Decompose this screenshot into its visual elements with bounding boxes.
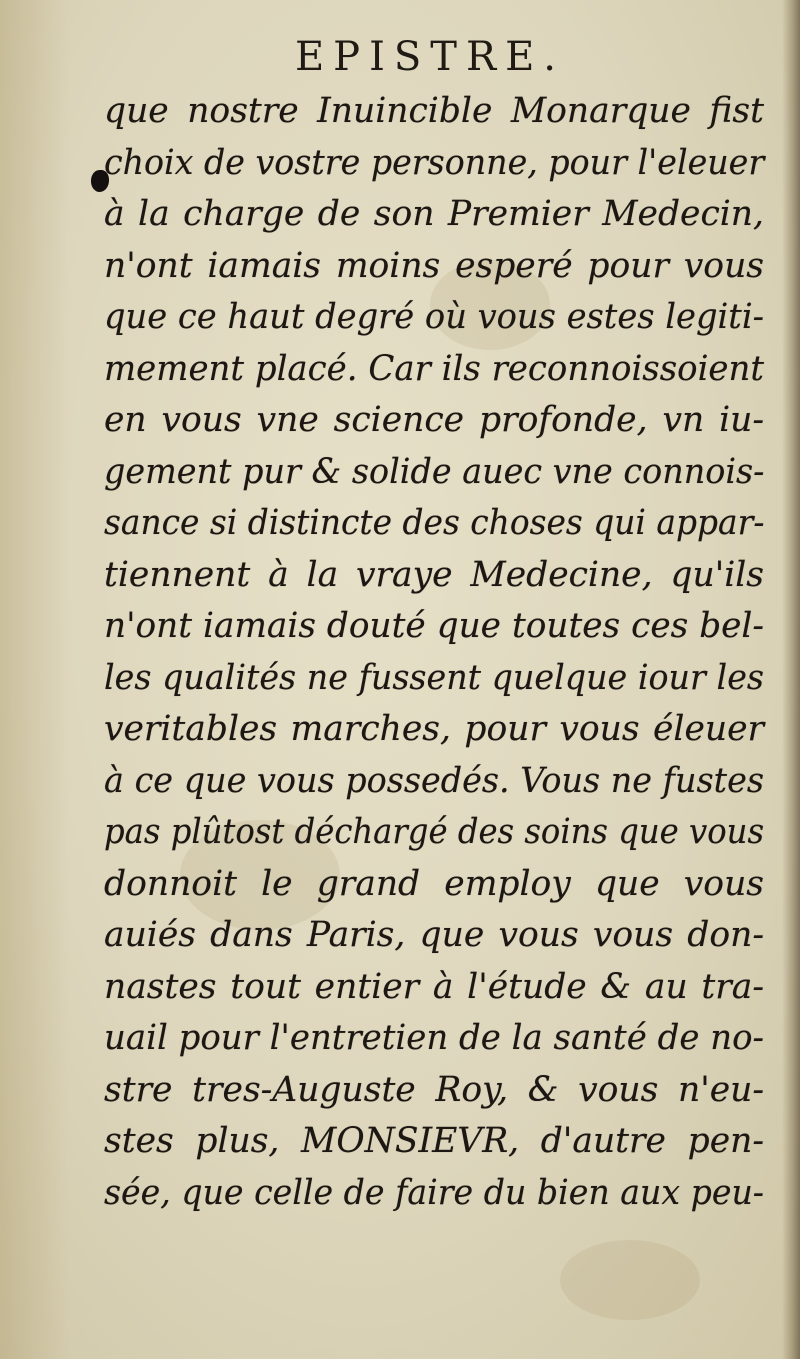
text-line: stes plus, MONSIEVR, d'autre pen- — [104, 1121, 764, 1161]
text-line: à ce que vous possedés. Vous ne fustes — [104, 760, 764, 801]
body-text — [104, 86, 764, 1219]
text-line: les qualités ne fussent quelque iour les — [104, 657, 764, 698]
text-line: n'ont iamais douté que toutes ces bel- — [104, 606, 764, 646]
text-line: choix de vostre personne, pour l'eleuer — [104, 142, 765, 183]
text-line: n'ont iamais moins esperé pour vous — [104, 245, 764, 286]
page-gutter-shadow — [0, 0, 70, 1359]
paper-stain — [560, 1240, 700, 1320]
text-line: que ce haut degré où vous estes legiti- — [104, 297, 765, 337]
page-edge-shadow — [782, 0, 800, 1359]
text-line: gement pur & solide auec vne connois- — [104, 451, 765, 492]
text-line: uail pour l'entretien de la santé de no- — [104, 1018, 764, 1058]
text-line: donnoit le grand employ que vous — [104, 863, 764, 904]
text-line: que nostre Inuincible Monarque fist — [104, 91, 764, 131]
text-line: auiés dans Paris, que vous vous don- — [104, 915, 764, 955]
text-line: à la charge de son Premier Medecin, — [104, 194, 764, 234]
text-line: en vous vne science profonde, vn iu- — [104, 400, 764, 440]
page-running-title: EPISTRE. — [294, 34, 566, 80]
text-line: mement placé. Car ils reconnoissoient — [104, 348, 764, 389]
text-line: veritables marches, pour vous éleuer — [104, 709, 764, 749]
text-line: nastes tout entier à l'étude & au tra- — [104, 966, 764, 1007]
text-line: pas plûtost déchargé des soins que vous — [104, 812, 764, 852]
text-line: stre tres-Auguste Roy, & vous n'eu- — [104, 1069, 764, 1110]
text-line: sance si distincte des choses qui appar- — [104, 503, 765, 543]
text-line: tiennent à la vraye Medecine, qu'ils — [104, 554, 764, 595]
text-line: sée, que celle de faire du bien aux peu- — [104, 1172, 764, 1213]
